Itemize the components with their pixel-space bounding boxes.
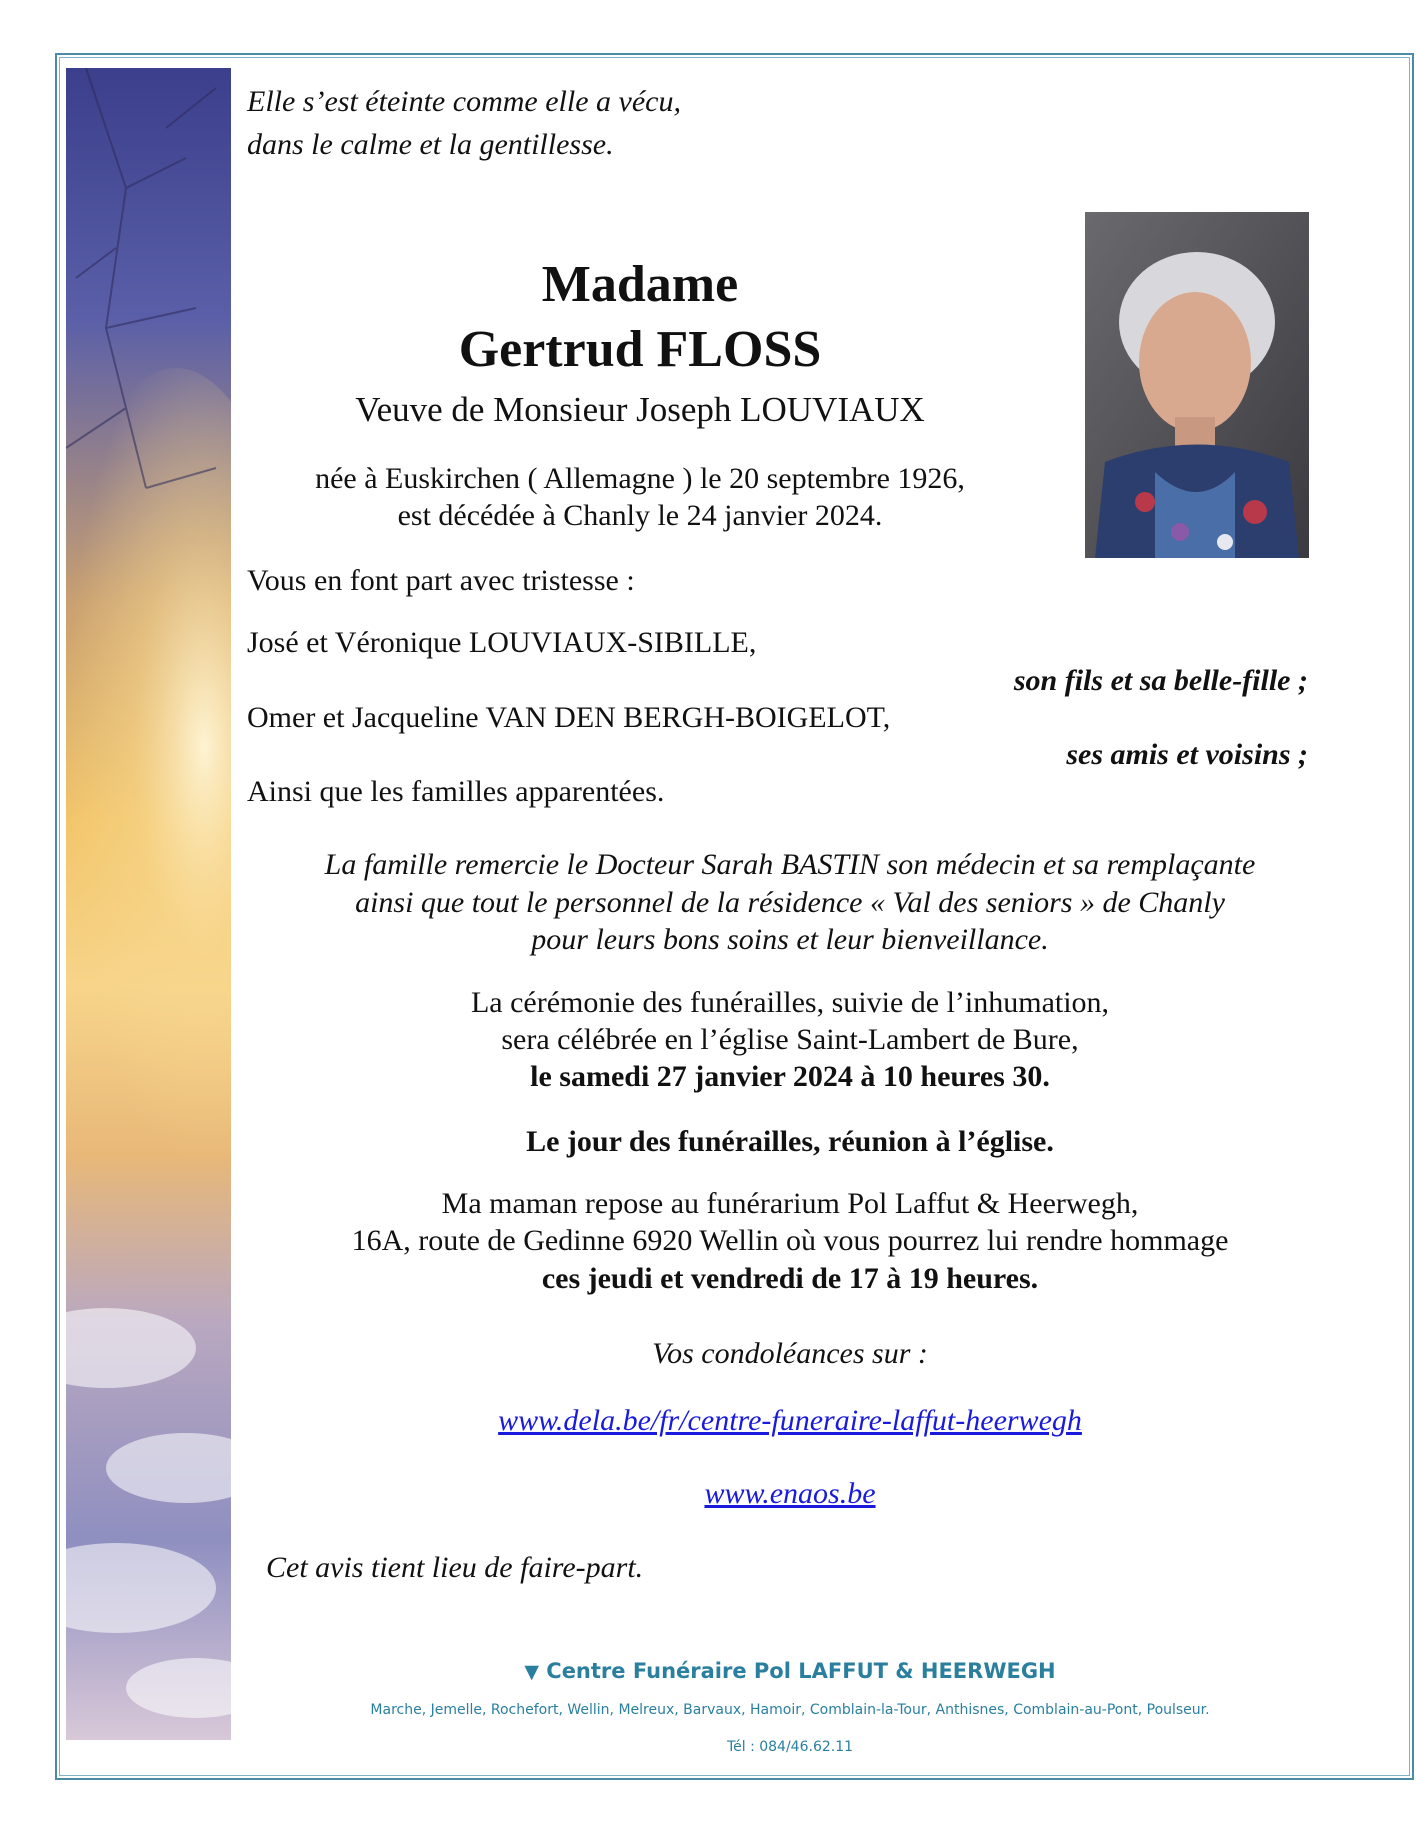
death-line: est décédée à Chanly le 24 janvier 2024. bbox=[397, 499, 883, 532]
thanks-line-2: ainsi que tout le personnel de la résidence « Val des seniors » de Chanly bbox=[355, 886, 1225, 919]
epigraph-line-1: Elle s’est éteinte comme elle a vécu, bbox=[247, 85, 681, 118]
epigraph-line-2: dans le calme et la gentillesse. bbox=[247, 128, 614, 161]
thanks-line-3: pour leurs bons soins et leur bienveillance. bbox=[531, 923, 1049, 956]
winter-landscape-image bbox=[66, 68, 231, 1740]
family-names-1: José et Véronique LOUVIAUX-SIBILLE, bbox=[247, 626, 757, 659]
footer-locations: Marche, Jemelle, Rochefort, Wellin, Melreux, Barvaux, Hamoir, Comblain-la-Tour, Anthisnes, Comblain-au-Pont, Poulseur. bbox=[370, 1702, 1210, 1718]
family-relation-2: ses amis et voisins ; bbox=[1066, 738, 1308, 771]
closing-note: Cet avis tient lieu de faire-part. bbox=[266, 1551, 644, 1584]
ceremony-date: le samedi 27 janvier 2024 à 10 heures 30. bbox=[530, 1060, 1050, 1093]
gathering-note: Le jour des funérailles, réunion à l’église. bbox=[526, 1125, 1054, 1158]
deceased-name: Gertrud FLOSS bbox=[458, 321, 822, 378]
birth-line: née à Euskirchen ( Allemagne ) le 20 septembre 1926, bbox=[315, 462, 965, 495]
announcement-text: Vous en font part avec tristesse : bbox=[247, 564, 635, 597]
family-names-2: Omer et Jacqueline VAN DEN BERGH-BOIGELOT, bbox=[247, 701, 891, 734]
deceased-title: Madame bbox=[541, 256, 739, 313]
deceased-spouse: Veuve de Monsieur Joseph LOUVIAUX bbox=[355, 390, 925, 429]
footer-phone: Tél : 084/46.62.11 bbox=[726, 1739, 854, 1755]
rest-hours: ces jeudi et vendredi de 17 à 19 heures. bbox=[541, 1262, 1039, 1295]
condolences-link-enaos[interactable]: www.enaos.be bbox=[704, 1477, 876, 1510]
ceremony-line-1: La cérémonie des funérailles, suivie de l’inhumation, bbox=[470, 986, 1110, 1019]
footer-company bbox=[240, 1658, 1340, 1685]
condolences-label: Vos condoléances sur : bbox=[652, 1337, 928, 1370]
families-line: Ainsi que les familles apparentées. bbox=[247, 775, 665, 808]
rest-line-1: Ma maman repose au funérarium Pol Laffut & Heerwegh, bbox=[441, 1187, 1139, 1220]
condolences-link-dela[interactable]: www.dela.be/fr/centre-funeraire-laffut-heerwegh bbox=[498, 1404, 1082, 1437]
ceremony-line-2: sera célébrée en l’église Saint-Lambert de Bure, bbox=[501, 1023, 1079, 1056]
family-relation-1: son fils et sa belle-fille ; bbox=[1013, 664, 1308, 697]
thanks-line-1: La famille remercie le Docteur Sarah BASTIN son médecin et sa remplaçante bbox=[324, 848, 1256, 881]
triangle-down-icon: ▼ bbox=[524, 1661, 539, 1683]
portrait-photo bbox=[1085, 212, 1309, 558]
footer-company-name: Centre Funéraire Pol LAFFUT & HEERWEGH bbox=[546, 1659, 1056, 1683]
rest-line-2: 16A, route de Gedinne 6920 Wellin où vous pourrez lui rendre hommage bbox=[351, 1224, 1229, 1257]
